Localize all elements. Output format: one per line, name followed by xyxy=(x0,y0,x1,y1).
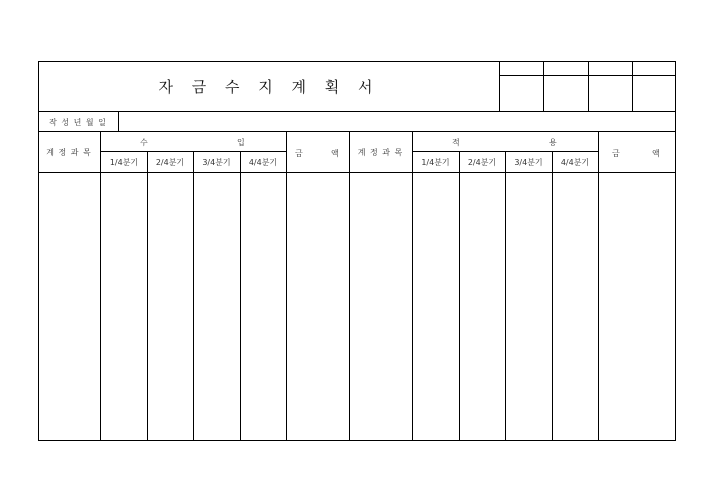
expense-body-area[interactable] xyxy=(349,173,675,440)
income-q4-header: 4/4분기 xyxy=(248,157,278,167)
border-bottom xyxy=(38,440,676,441)
date-row-bottom-line xyxy=(38,131,676,132)
income-account-header: 계 정 과 목 xyxy=(46,148,92,157)
approval-box-1 xyxy=(499,75,543,111)
title-divider xyxy=(499,61,500,111)
form-title: 자 금 수 지 계 획 서 xyxy=(158,77,380,96)
date-value-cell[interactable] xyxy=(119,112,675,132)
income-group-label-right: 입 xyxy=(237,138,245,147)
col-line-100 xyxy=(100,131,101,441)
header-bottom-line xyxy=(38,172,676,173)
col-line-459 xyxy=(459,151,460,441)
border-left xyxy=(38,61,39,441)
col-line-147 xyxy=(147,151,148,441)
income-q2-header: 2/4분기 xyxy=(155,157,185,167)
expense-group-label-right: 용 xyxy=(549,138,557,147)
date-label: 작 성 년 월 일 xyxy=(49,117,107,127)
income-amount-label-right: 액 xyxy=(331,149,339,158)
expense-q3-header: 3/4분기 xyxy=(514,157,543,167)
expense-amount-label-right: 액 xyxy=(652,149,660,158)
col-line-240 xyxy=(240,151,241,441)
approval-box-2 xyxy=(543,75,588,111)
col-line-412 xyxy=(412,131,413,441)
date-label-divider xyxy=(118,111,119,132)
col-line-193 xyxy=(193,151,194,441)
approval-divider-1 xyxy=(543,61,544,111)
approval-box-3 xyxy=(588,75,632,111)
income-q1-header: 1/4분기 xyxy=(109,157,139,167)
col-line-598 xyxy=(598,131,599,441)
title-bottom-line xyxy=(38,111,676,112)
income-group-label-left: 수 xyxy=(140,138,148,147)
income-q3-header: 3/4분기 xyxy=(202,157,231,167)
col-line-349 xyxy=(349,131,350,441)
expense-amount-label-left: 금 xyxy=(612,149,620,158)
expense-q4-header: 4/4분기 xyxy=(560,157,590,167)
approval-divider-2 xyxy=(588,61,589,111)
expense-group-label-left: 적 xyxy=(452,138,460,147)
approval-divider-3 xyxy=(632,61,633,111)
col-line-286 xyxy=(286,131,287,441)
income-amount-label-left: 금 xyxy=(295,149,303,158)
border-top xyxy=(38,61,676,62)
col-line-505 xyxy=(505,151,506,441)
expense-account-header: 계 정 과 목 xyxy=(357,148,404,157)
expense-q1-header: 1/4분기 xyxy=(421,157,450,167)
col-line-552 xyxy=(552,151,553,441)
border-right xyxy=(675,61,676,441)
approval-box-4 xyxy=(632,75,676,111)
expense-q2-header: 2/4분기 xyxy=(467,157,497,167)
